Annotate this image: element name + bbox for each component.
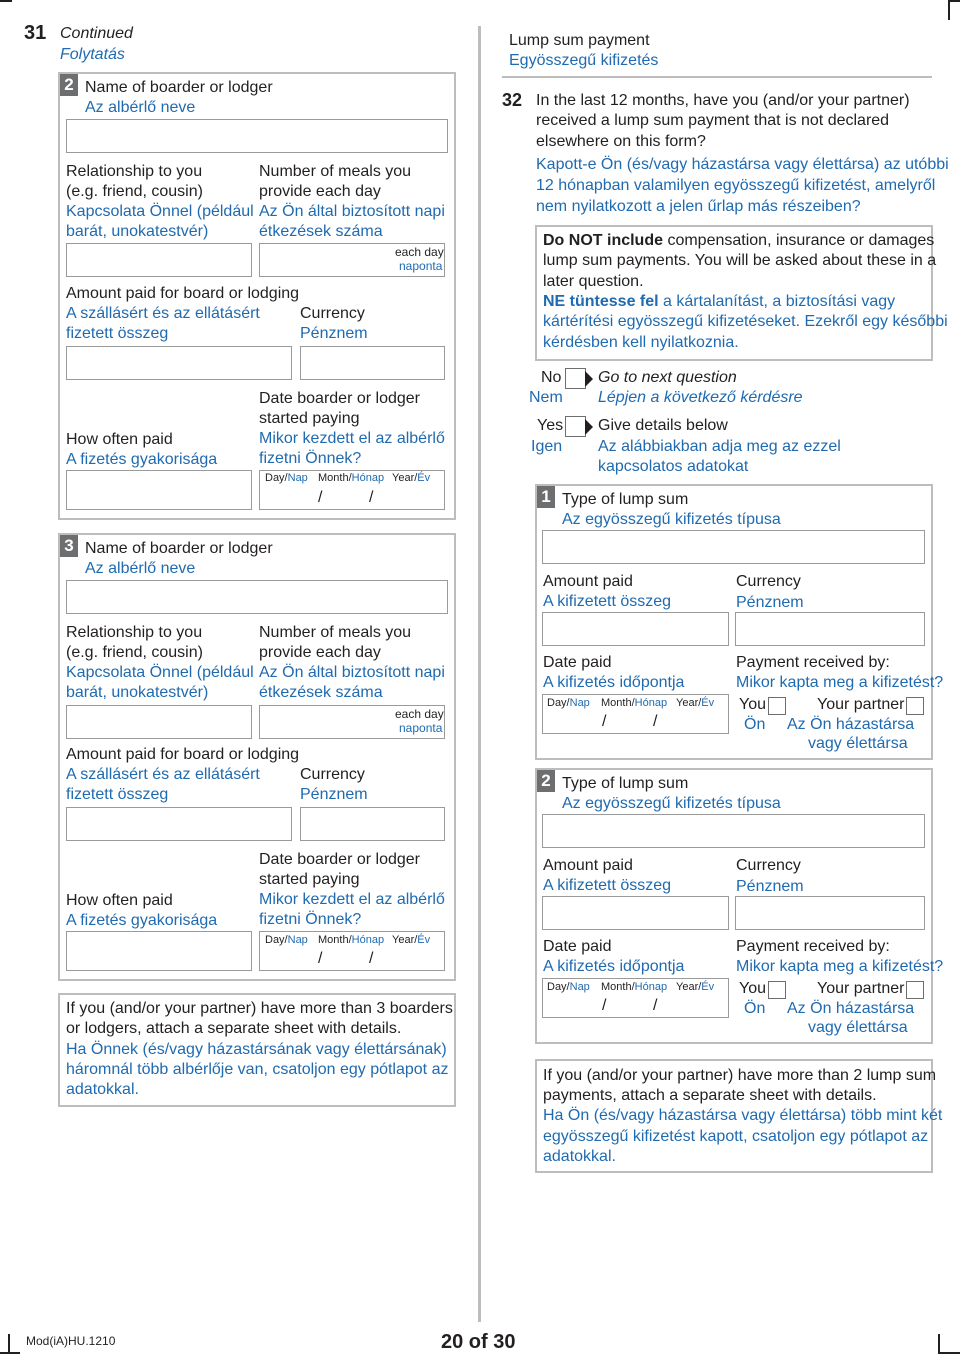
date-slash: / [653,997,658,1014]
amount-label-hu: A kifizetett összeg [543,877,672,894]
date-format-hint: Year/Év [676,981,715,993]
relationship-field[interactable] [66,243,252,277]
date-slash: / [369,489,374,506]
title-rule [502,76,932,78]
amount-label: Amount paid [543,857,633,874]
date-format-hint: Month/Hónap [601,697,668,709]
how-often-field[interactable] [66,931,252,971]
page-indicator: 20 of 30 [441,1331,516,1353]
partner-label-hu: Az Ön házastársa [787,716,915,733]
amount-label: Amount paid [543,573,633,590]
currency-field[interactable] [735,896,925,930]
date-slash: / [318,489,323,506]
date-started-label-hu: fizetni Önnek? [259,911,362,928]
meals-label-hu: étkezések száma [259,223,383,240]
exclusion-text: later question. [543,273,644,290]
how-often-label-hu: A fizetés gyakorisága [66,912,218,929]
relationship-label: Relationship to you [66,163,203,180]
date-paid-label-hu: A kifizetés időpontja [543,674,685,691]
amount-label-hu: A szállásért és az ellátásért [66,766,260,783]
currency-label-hu: Pénznem [300,325,368,342]
no-goto-text-hu: Lépjen a következő kérdésre [598,389,803,406]
more-lump-text-hu: adatokkal. [543,1148,616,1165]
date-started-label-hu: Mikor kezdett el az albérlő [259,891,445,908]
item-number-badge: 2 [537,770,555,792]
meals-label-hu: Az Ön által biztosított napi [259,203,445,220]
name-label: Name of boarder or lodger [85,79,273,96]
exclusion-text-hu: kérdésben kell nyilatkoznia. [543,334,739,351]
meals-label: provide each day [259,183,381,200]
date-slash: / [602,713,607,730]
meals-label: provide each day [259,644,381,661]
no-label-hu: Nem [529,389,563,406]
how-often-label-hu: A fizetés gyakorisága [66,451,218,468]
date-format-hint: Month/Hónap [318,934,385,946]
question-text: In the last 12 months, have you (and/or your partner) [536,92,910,109]
date-format-hint: Day/Nap [547,697,590,709]
exclusion-text: Do NOT include compensation, insurance or damages [543,232,935,249]
date-started-label: started paying [259,410,360,427]
date-format-hint: Day/Nap [547,981,590,993]
partner-label: Your partner [817,696,905,713]
currency-field[interactable] [300,346,445,380]
currency-label: Currency [736,573,801,590]
partner-checkbox[interactable] [906,697,924,715]
name-label-hu: Az albérlő neve [85,560,196,577]
date-slash: / [369,950,374,967]
item-number-badge: 1 [537,486,555,508]
you-label: You [739,696,766,713]
relationship-label-hu: barát, unokatestvér) [66,684,209,701]
how-often-field[interactable] [66,470,252,510]
no-label: No [541,369,562,386]
relationship-label: Relationship to you [66,624,203,641]
crop-mark [0,0,12,2]
received-by-label-hu: Mikor kapta meg a kifizetést? [736,674,944,691]
more-boarders-text: or lodgers, attach a separate sheet with details. [66,1020,402,1037]
you-label-hu: Ön [744,1000,766,1017]
received-by-label-hu: Mikor kapta meg a kifizetést? [736,958,944,975]
form-code: Mod(iA)HU.1210 [26,1334,116,1348]
date-started-label: started paying [259,871,360,888]
meals-label-hu: Az Ön által biztosított napi [259,664,445,681]
name-field[interactable] [66,119,448,153]
you-label-hu: Ön [744,716,766,733]
lump-sum-title: Lump sum payment [509,32,650,49]
date-started-label: Date boarder or lodger [259,390,420,407]
question-text-hu: 12 hónapban valamilyen egyösszegű kifizetést, amelyről [536,177,936,194]
received-by-label: Payment received by: [736,654,890,671]
meals-label: Number of meals you [259,624,412,641]
meals-label-hu: étkezések száma [259,684,383,701]
date-slash: / [318,950,323,967]
more-lump-text-hu: Ha Ön (és/vagy házastársa vagy élettársa) több mint két [543,1107,943,1124]
relationship-label: (e.g. friend, cousin) [66,644,203,661]
meals-label: Number of meals you [259,163,412,180]
currency-label-hu: Pénznem [300,786,368,803]
date-slash: / [653,713,658,730]
date-format-hint: Year/Év [392,472,431,484]
more-lump-text: payments, attach a separate sheet with details. [543,1087,877,1104]
no-checkbox[interactable] [565,368,595,390]
type-label-hu: Az egyösszegű kifizetés típusa [562,511,781,528]
amount-label: Amount paid for board or lodging [66,285,300,302]
date-format-hint: Year/Év [676,697,715,709]
yes-checkbox[interactable] [565,416,595,438]
continued-label-hu: Folytatás [60,46,125,63]
partner-label-hu: vagy élettársa [808,1019,908,1036]
amount-field[interactable] [66,346,292,380]
how-often-label: How often paid [66,431,173,448]
currency-label-hu: Pénznem [736,594,804,611]
date-paid-label: Date paid [543,654,612,671]
amount-field[interactable] [66,807,292,841]
type-label-hu: Az egyösszegű kifizetés típusa [562,795,781,812]
amount-field[interactable] [542,896,729,930]
type-field[interactable] [542,530,925,564]
more-boarders-text-hu: háromnál több albérlője van, csatoljon egy pótlapot az [66,1061,449,1078]
relationship-field[interactable] [66,705,252,739]
yes-give-text-hu: kapcsolatos adatokat [598,458,749,475]
you-label: You [739,980,766,997]
you-checkbox[interactable] [768,697,786,715]
each-day-label: each day [395,245,444,259]
amount-field[interactable] [542,612,729,646]
question-number: 32 [502,90,523,110]
yes-give-text-hu: Az alábbiakban adja meg az ezzel [598,438,841,455]
relationship-label: (e.g. friend, cousin) [66,183,203,200]
currency-label: Currency [300,305,365,322]
received-by-label: Payment received by: [736,938,890,955]
each-day-label: each day [395,707,444,721]
type-label: Type of lump sum [562,491,689,508]
more-boarders-text-hu: Ha Önnek (és/vagy házastársának vagy élettársának) [66,1041,447,1058]
relationship-label-hu: Kapcsolata Önnel (például [66,664,254,681]
date-format-hint: Month/Hónap [601,981,668,993]
date-format-hint: Day/Nap [265,934,308,946]
question-text: received a lump sum payment that is not declared [536,112,890,129]
yes-give-text: Give details below [598,417,728,434]
currency-label: Currency [736,857,801,874]
more-boarders-text-hu: adatokkal. [66,1081,139,1098]
currency-label: Currency [300,766,365,783]
partner-label-hu: vagy élettársa [808,735,908,752]
yes-label: Yes [537,417,564,434]
crop-mark [948,0,950,20]
currency-label-hu: Pénznem [736,878,804,895]
each-day-label-hu: naponta [399,721,443,735]
crop-mark [8,1334,10,1354]
more-lump-text-hu: egyösszegű kifizetést kapott, csatoljon egy pótlapot az [543,1128,929,1145]
partner-label-hu: Az Ön házastársa [787,1000,915,1017]
date-started-label: Date boarder or lodger [259,851,420,868]
partner-label: Your partner [817,980,905,997]
you-checkbox[interactable] [768,981,786,999]
amount-label-hu: A szállásért és az ellátásért [66,305,260,322]
type-label: Type of lump sum [562,775,689,792]
question-text: elsewhere on this form? [536,133,706,150]
crop-mark [938,1334,940,1354]
question-text-hu: nem nyilatkozott a jelen űrlap más részeiben? [536,198,861,215]
relationship-label-hu: barát, unokatestvér) [66,223,209,240]
yes-label-hu: Igen [531,438,563,455]
date-format-hint: Day/Nap [265,472,308,484]
relationship-label-hu: Kapcsolata Önnel (például [66,203,254,220]
amount-label-hu: fizetett összeg [66,325,169,342]
date-format-hint: Month/Hónap [318,472,385,484]
date-started-label-hu: fizetni Önnek? [259,450,362,467]
lump-sum-title-hu: Egyösszegű kifizetés [509,52,659,69]
exclusion-text: lump sum payments. You will be asked about these in a [543,252,937,269]
continued-label: Continued [60,25,133,42]
currency-field[interactable] [300,807,445,841]
each-day-label-hu: naponta [399,259,443,273]
question-text-hu: Kapott-e Ön (és/vagy házastársa vagy élettársa) az utóbbi [536,156,949,173]
name-label: Name of boarder or lodger [85,540,273,557]
amount-label-hu: fizetett összeg [66,786,169,803]
exclusion-text-hu: kártérítési egyösszegű kifizetéseket. Ezekről egy későbbi [543,313,948,330]
section-number-badge: 3 [60,535,78,557]
how-often-label: How often paid [66,892,173,909]
column-divider [478,26,481,1322]
more-lump-text: If you (and/or your partner) have more than 2 lump sum [543,1067,937,1084]
date-started-label-hu: Mikor kezdett el az albérlő [259,430,445,447]
exclusion-text-hu: NE tüntesse fel a kártalanítást, a biztosítási vagy [543,293,896,310]
partner-checkbox[interactable] [906,981,924,999]
date-paid-label-hu: A kifizetés időpontja [543,958,685,975]
name-label-hu: Az albérlő neve [85,99,196,116]
page-number: 31 [24,22,47,44]
section-number-badge: 2 [60,74,78,96]
date-format-hint: Year/Év [392,934,431,946]
more-boarders-text: If you (and/or your partner) have more than 3 boarders [66,1000,453,1017]
amount-label-hu: A kifizetett összeg [543,593,672,610]
date-slash: / [602,997,607,1014]
name-field[interactable] [66,580,448,614]
amount-label: Amount paid for board or lodging [66,746,300,763]
currency-field[interactable] [735,612,925,646]
date-paid-label: Date paid [543,938,612,955]
no-goto-text: Go to next question [598,369,737,386]
type-field[interactable] [542,814,925,848]
